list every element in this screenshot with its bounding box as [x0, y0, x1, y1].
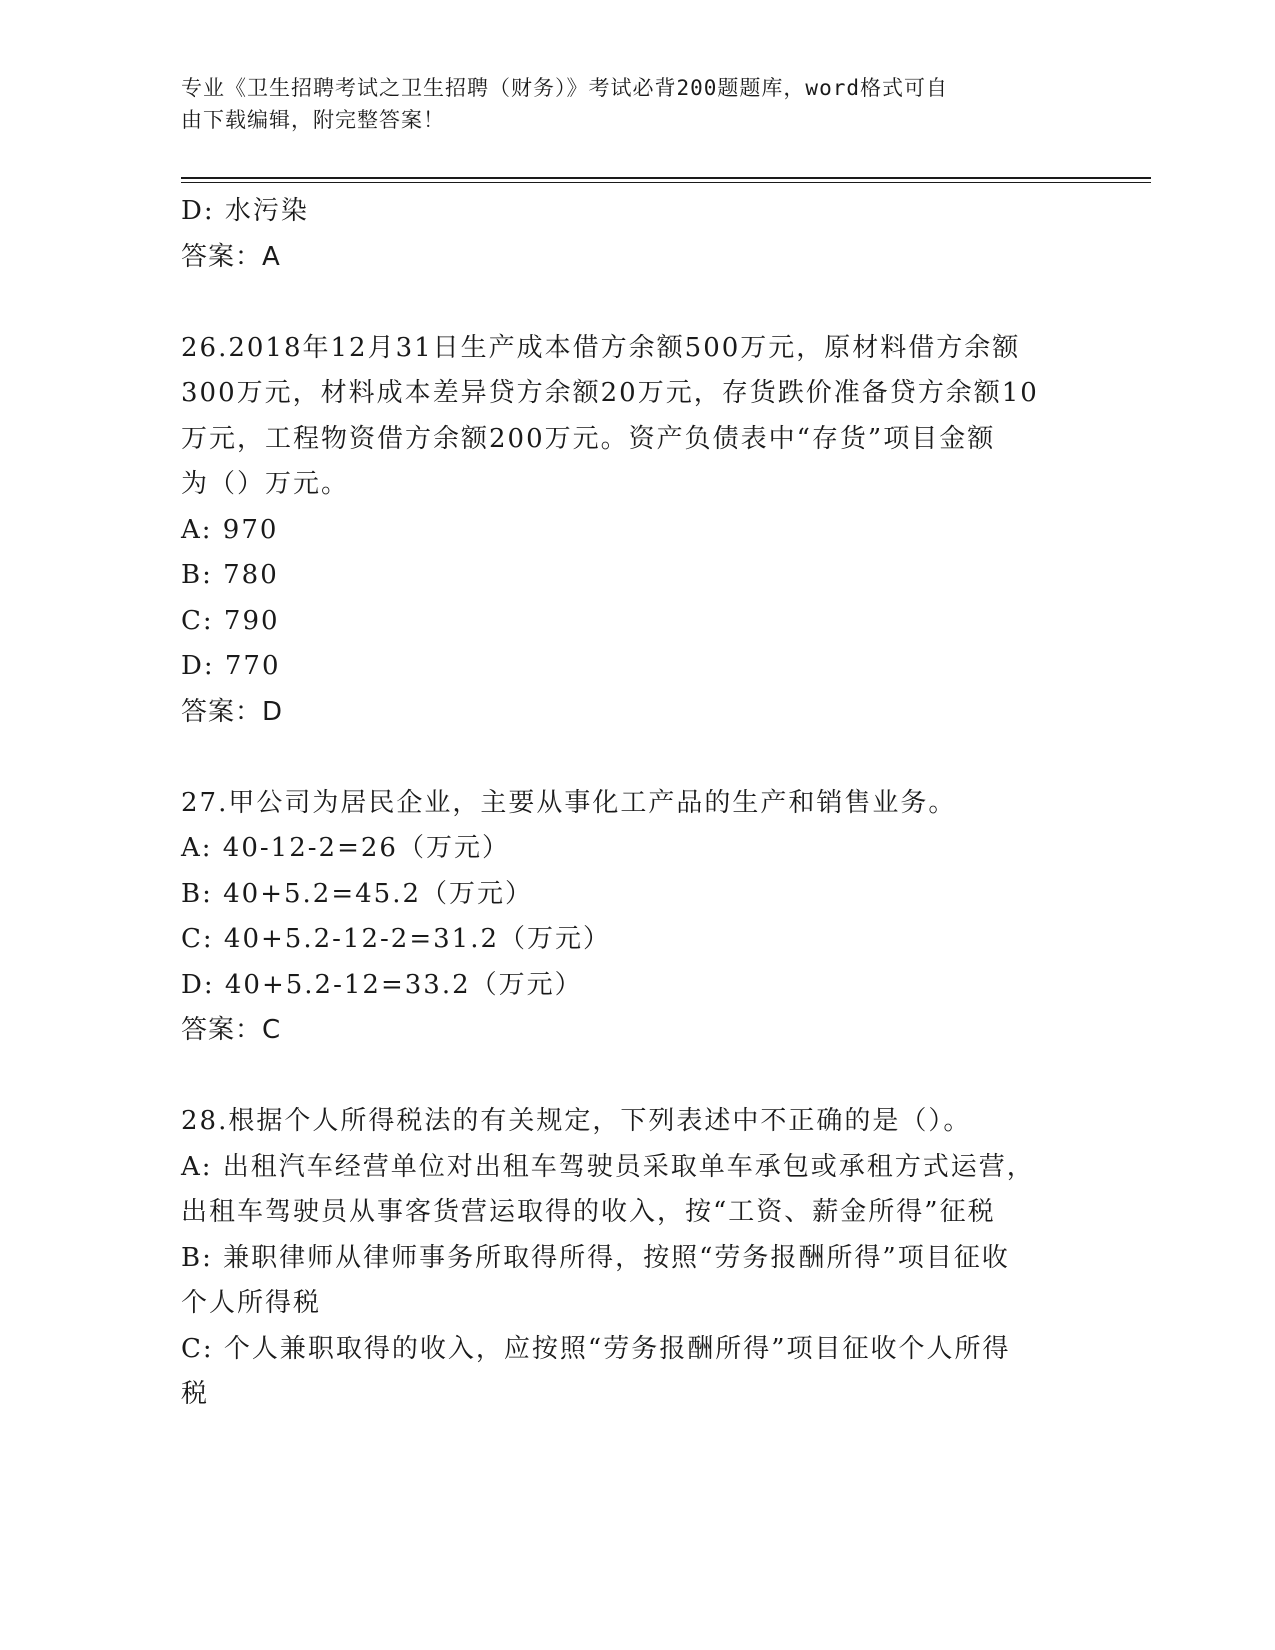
- q26-option-c: C: 790: [181, 605, 280, 636]
- q26-option-d: D: 770: [181, 651, 281, 681]
- question-26: [181, 326, 1101, 736]
- q27-option-a: A: 40-12-2=26（万元）: [181, 833, 510, 863]
- q28-option-b-line-2: 个人所得税: [181, 1288, 322, 1318]
- question-content: [181, 189, 1101, 1418]
- spacer: [181, 1054, 1101, 1100]
- q27-option-b: B: 40+5.2=45.2（万元）: [181, 878, 534, 909]
- q28-option-a-line-1: A: 出租汽车经营单位对出租车驾驶员采取单车承包或承租方式运营，: [181, 1151, 1035, 1182]
- q26-option-a: A: 970: [181, 514, 279, 545]
- q28-option-c-line-2: 税: [181, 1379, 210, 1409]
- q26-answer: 答案：D: [181, 696, 284, 727]
- header-rule-thick: [181, 177, 1151, 179]
- question-27: [181, 781, 1101, 1054]
- q27-answer: 答案：C: [181, 1015, 282, 1045]
- q26-option-b: B: 780: [181, 560, 279, 590]
- page-header: [181, 72, 1061, 136]
- spacer: [181, 280, 1101, 326]
- q28-option-a-line-2: 出租车驾驶员从事客货营运取得的收入，按“工资、薪金所得”征税: [181, 1197, 996, 1227]
- header-line-2: 由下载编辑，附完整答案！: [181, 108, 445, 132]
- header-line-1: 专业《卫生招聘考试之卫生招聘（财务）》考试必背200题题库，word格式可自: [181, 76, 948, 100]
- q27-stem: 27.甲公司为居民企业，主要从事化工产品的生产和销售业务。: [181, 787, 957, 818]
- question-28: [181, 1099, 1101, 1418]
- q26-stem-line-3: 万元，工程物资借方余额200万元。资产负债表中“存货”项目金额: [181, 423, 996, 454]
- q26-stem-line-1: 26.2018年12月31日生产成本借方余额500万元，原材料借方余额: [181, 332, 1021, 363]
- q27-option-c: C: 40+5.2-12-2=31.2（万元）: [181, 924, 612, 954]
- spacer: [181, 735, 1101, 781]
- q28-option-b-line-1: B: 兼职律师从律师事务所取得所得，按照“劳务报酬所得”项目征收: [181, 1242, 1010, 1273]
- q26-stem-line-4: 为（）万元。: [181, 469, 350, 499]
- prev-answer: 答案：A: [181, 241, 281, 272]
- header-rule-thin: [181, 182, 1151, 183]
- q28-stem: 28.根据个人所得税法的有关规定，下列表述中不正确的是（）。: [181, 1106, 972, 1136]
- q26-stem-line-2: 300万元，材料成本差异贷方余额20万元，存货跌价准备贷方余额10: [181, 378, 1039, 408]
- q27-option-d: D: 40+5.2-12=33.2（万元）: [181, 969, 583, 1000]
- q28-option-c-line-1: C: 个人兼职取得的收入，应按照“劳务报酬所得”项目征收个人所得: [181, 1333, 1011, 1364]
- prev-option-d: D: 水污染: [181, 196, 309, 226]
